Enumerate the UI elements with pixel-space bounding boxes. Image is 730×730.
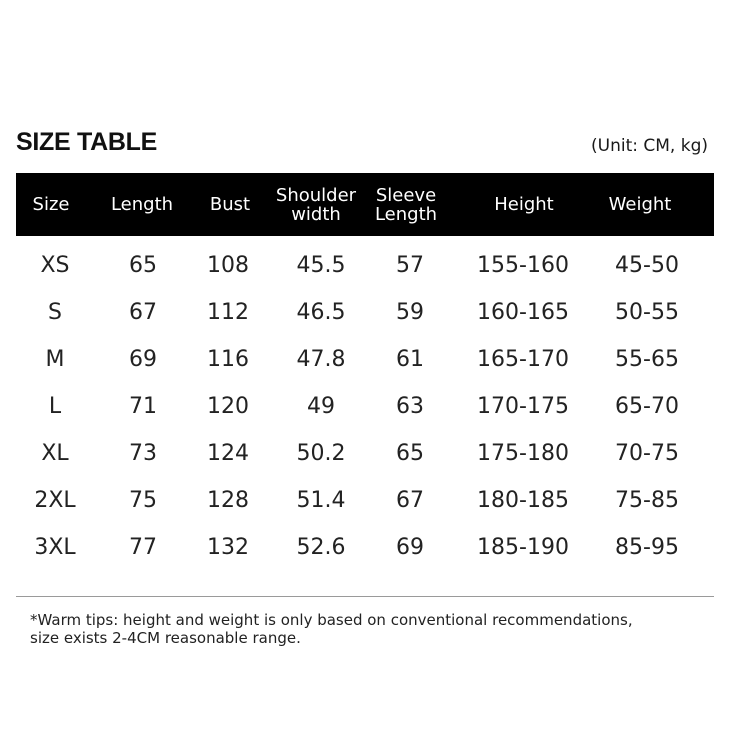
cell-shoulder-width: 52.6 (296, 535, 346, 560)
cell-shoulder-width: 47.8 (296, 347, 346, 372)
cell-weight: 70-75 (615, 441, 679, 466)
cell-sleeve-length: 69 (396, 535, 424, 560)
cell-height: 175-180 (477, 441, 569, 466)
header-length: Length (110, 194, 174, 215)
cell-length: 67 (129, 300, 157, 325)
table-row (16, 242, 714, 289)
header-height: Height (494, 194, 554, 215)
cell-weight: 85-95 (615, 535, 679, 560)
cell-bust: 128 (207, 488, 249, 513)
cell-bust: 120 (207, 394, 249, 419)
cell-size: M (45, 347, 65, 372)
cell-size: 3XL (34, 535, 76, 560)
cell-size: S (48, 300, 62, 325)
table-row (16, 289, 714, 336)
cell-height: 160-165 (477, 300, 569, 325)
cell-height: 165-170 (477, 347, 569, 372)
cell-sleeve-length: 59 (396, 300, 424, 325)
cell-sleeve-length: 61 (396, 347, 424, 372)
divider (16, 596, 714, 597)
cell-bust: 132 (207, 535, 249, 560)
table-header (16, 173, 714, 236)
cell-weight: 45-50 (615, 253, 679, 278)
header-weight: Weight (608, 194, 672, 215)
cell-height: 185-190 (477, 535, 569, 560)
header-shoulder-width: Shoulder width (275, 184, 357, 225)
cell-shoulder-width: 50.2 (296, 441, 346, 466)
cell-shoulder-width: 49 (307, 394, 335, 419)
cell-size: 2XL (34, 488, 76, 513)
cell-shoulder-width: 45.5 (296, 253, 346, 278)
cell-size: XS (40, 253, 70, 278)
cell-shoulder-width: 51.4 (296, 488, 346, 513)
cell-weight: 50-55 (615, 300, 679, 325)
cell-length: 65 (129, 253, 157, 278)
cell-sleeve-length: 63 (396, 394, 424, 419)
cell-length: 75 (129, 488, 157, 513)
cell-weight: 65-70 (615, 394, 679, 419)
header-size: Size (32, 194, 70, 215)
cell-height: 155-160 (477, 253, 569, 278)
cell-length: 71 (129, 394, 157, 419)
header-sleeve-length: Sleeve Length (374, 184, 438, 225)
cell-length: 69 (129, 347, 157, 372)
table-row (16, 477, 714, 524)
table-row (16, 524, 714, 571)
cell-sleeve-length: 65 (396, 441, 424, 466)
table-row (16, 383, 714, 430)
cell-bust: 112 (207, 300, 249, 325)
cell-height: 170-175 (477, 394, 569, 419)
cell-length: 73 (129, 441, 157, 466)
page-title: SIZE TABLE (16, 128, 157, 156)
cell-weight: 75-85 (615, 488, 679, 513)
cell-weight: 55-65 (615, 347, 679, 372)
cell-size: L (48, 394, 62, 419)
table-body (16, 242, 714, 571)
cell-sleeve-length: 67 (396, 488, 424, 513)
cell-bust: 124 (207, 441, 249, 466)
cell-size: XL (41, 441, 69, 466)
header-bust: Bust (209, 194, 251, 215)
table-row (16, 430, 714, 477)
cell-sleeve-length: 57 (396, 253, 424, 278)
cell-length: 77 (129, 535, 157, 560)
table-row (16, 336, 714, 383)
warm-tips-note: *Warm tips: height and weight is only based on conventional recommendations, size exists 2-4CM reasonable range. (30, 611, 633, 647)
cell-height: 180-185 (477, 488, 569, 513)
unit-label: (Unit: CM, kg) (591, 136, 708, 156)
cell-shoulder-width: 46.5 (296, 300, 346, 325)
cell-bust: 116 (207, 347, 249, 372)
cell-bust: 108 (207, 253, 249, 278)
